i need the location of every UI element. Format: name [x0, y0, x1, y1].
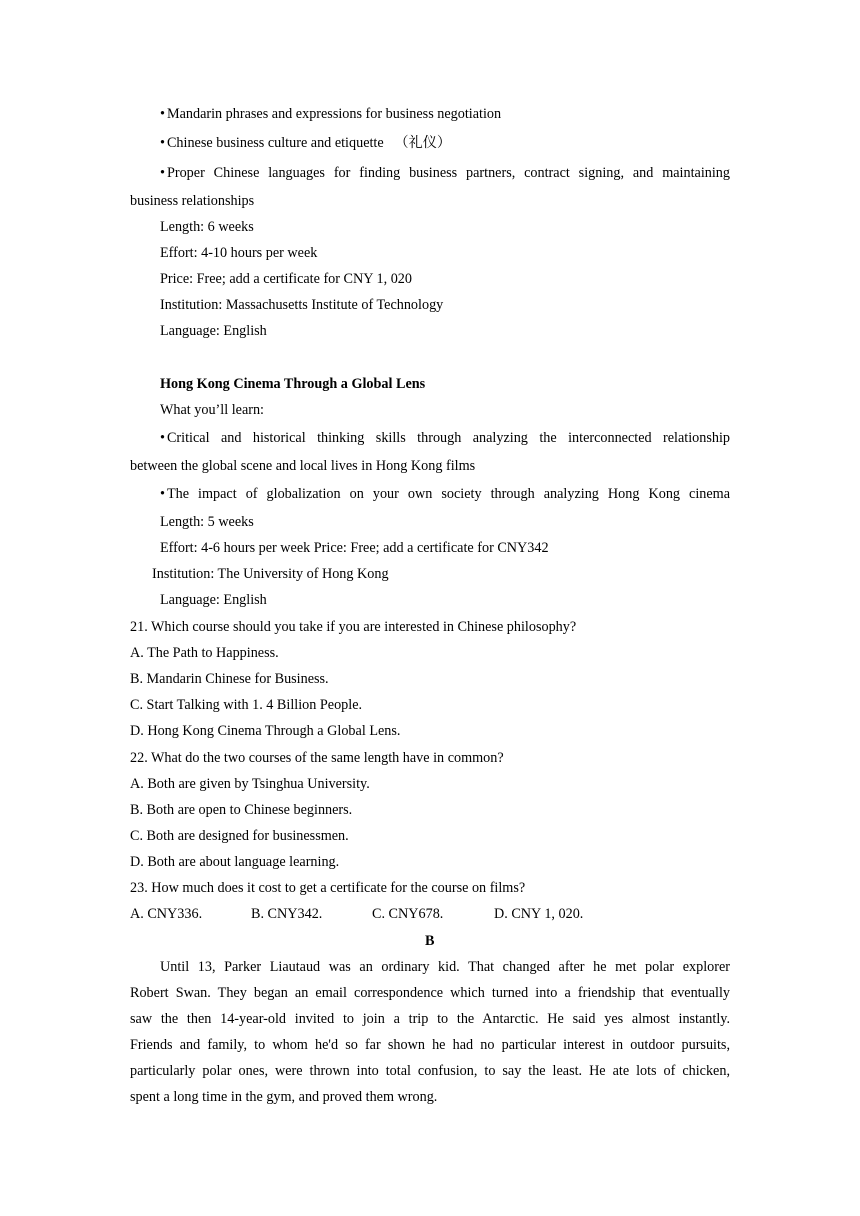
- bullet-icon: •: [160, 135, 165, 151]
- section-b-label: B: [425, 933, 435, 949]
- course-d-institution: Institution: The University of Hong Kong: [152, 566, 389, 582]
- course-b-bullet-3: • Proper Chinese languages for finding business partners, contract signing, and maintaining: [160, 165, 730, 181]
- etiquette-note: （礼仪）: [394, 135, 452, 151]
- bullet-icon: •: [160, 106, 165, 122]
- bullet-icon: •: [160, 430, 165, 446]
- bullet-icon: •: [160, 165, 165, 181]
- course-d-bullet-1: • Critical and historical thinking skills through analyzing the interconnected relationship: [160, 430, 730, 446]
- course-b-price: Price: Free; add a certificate for CNY 1, 020: [160, 271, 412, 287]
- course-d-title: Hong Kong Cinema Through a Global Lens: [160, 376, 426, 392]
- course-b-bullet-3-cont: business relationships: [130, 193, 255, 209]
- bullet-icon: •: [160, 486, 165, 502]
- q22-option-a: A. Both are given by Tsinghua University.: [130, 776, 370, 792]
- q21-option-b: B. Mandarin Chinese for Business.: [130, 671, 329, 687]
- course-b-language: Language: English: [160, 323, 267, 339]
- section-b-line-2: Robert Swan. They began an email correspondence which turned into a friendship that eventually: [130, 985, 730, 1001]
- q23-option-c: C. CNY678.: [372, 906, 444, 922]
- section-b-line-6: spent a long time in the gym, and proved them wrong.: [130, 1089, 438, 1105]
- course-d-language: Language: English: [160, 592, 267, 608]
- question-23: 23. How much does it cost to get a certificate for the course on films?: [130, 880, 526, 896]
- q23-option-b: B. CNY342.: [251, 906, 323, 922]
- course-d-bullet-1-cont: between the global scene and local lives in Hong Kong films: [130, 458, 476, 474]
- section-b-line-1: Until 13, Parker Liautaud was an ordinary kid. That changed after he met polar explorer: [160, 959, 730, 975]
- course-b-institution: Institution: Massachusetts Institute of Technology: [160, 297, 444, 313]
- course-d-length: Length: 5 weeks: [160, 514, 254, 530]
- q22-option-c: C. Both are designed for businessmen.: [130, 828, 349, 844]
- q22-option-d: D. Both are about language learning.: [130, 854, 340, 870]
- course-d-bullet-2: • The impact of globalization on your own society through analyzing Hong Kong cinema: [160, 486, 730, 502]
- course-d-learn-heading: What you’ll learn:: [160, 402, 265, 418]
- question-21: 21. Which course should you take if you are interested in Chinese philosophy?: [130, 619, 577, 635]
- course-b-bullet-1: • Mandarin phrases and expressions for business negotiation: [160, 106, 502, 122]
- question-22: 22. What do the two courses of the same length have in common?: [130, 750, 504, 766]
- course-b-effort: Effort: 4-10 hours per week: [160, 245, 318, 261]
- section-b-line-5: particularly polar ones, were thrown into total confusion, to say the least. He ate lots of chicken,: [130, 1063, 730, 1079]
- course-b-length: Length: 6 weeks: [160, 219, 254, 235]
- course-b-bullet-2: • Chinese business culture and etiquette （礼仪）: [160, 135, 452, 151]
- q23-option-a: A. CNY336.: [130, 906, 203, 922]
- q21-option-d: D. Hong Kong Cinema Through a Global Lens.: [130, 723, 401, 739]
- q22-option-b: B. Both are open to Chinese beginners.: [130, 802, 353, 818]
- q23-option-d: D. CNY 1, 020.: [494, 906, 584, 922]
- course-d-effort-price: Effort: 4-6 hours per week Price: Free; add a certificate for CNY342: [160, 540, 549, 556]
- section-b-line-4: Friends and family, to whom he'd so far shown he had no particular interest in outdoor pursuits,: [130, 1037, 730, 1053]
- q21-option-a: A. The Path to Happiness.: [130, 645, 279, 661]
- q21-option-c: C. Start Talking with 1. 4 Billion People.: [130, 697, 363, 713]
- section-b-line-3: saw the then 14-year-old invited to join a trip to the Antarctic. He said yes almost instantly.: [130, 1011, 730, 1027]
